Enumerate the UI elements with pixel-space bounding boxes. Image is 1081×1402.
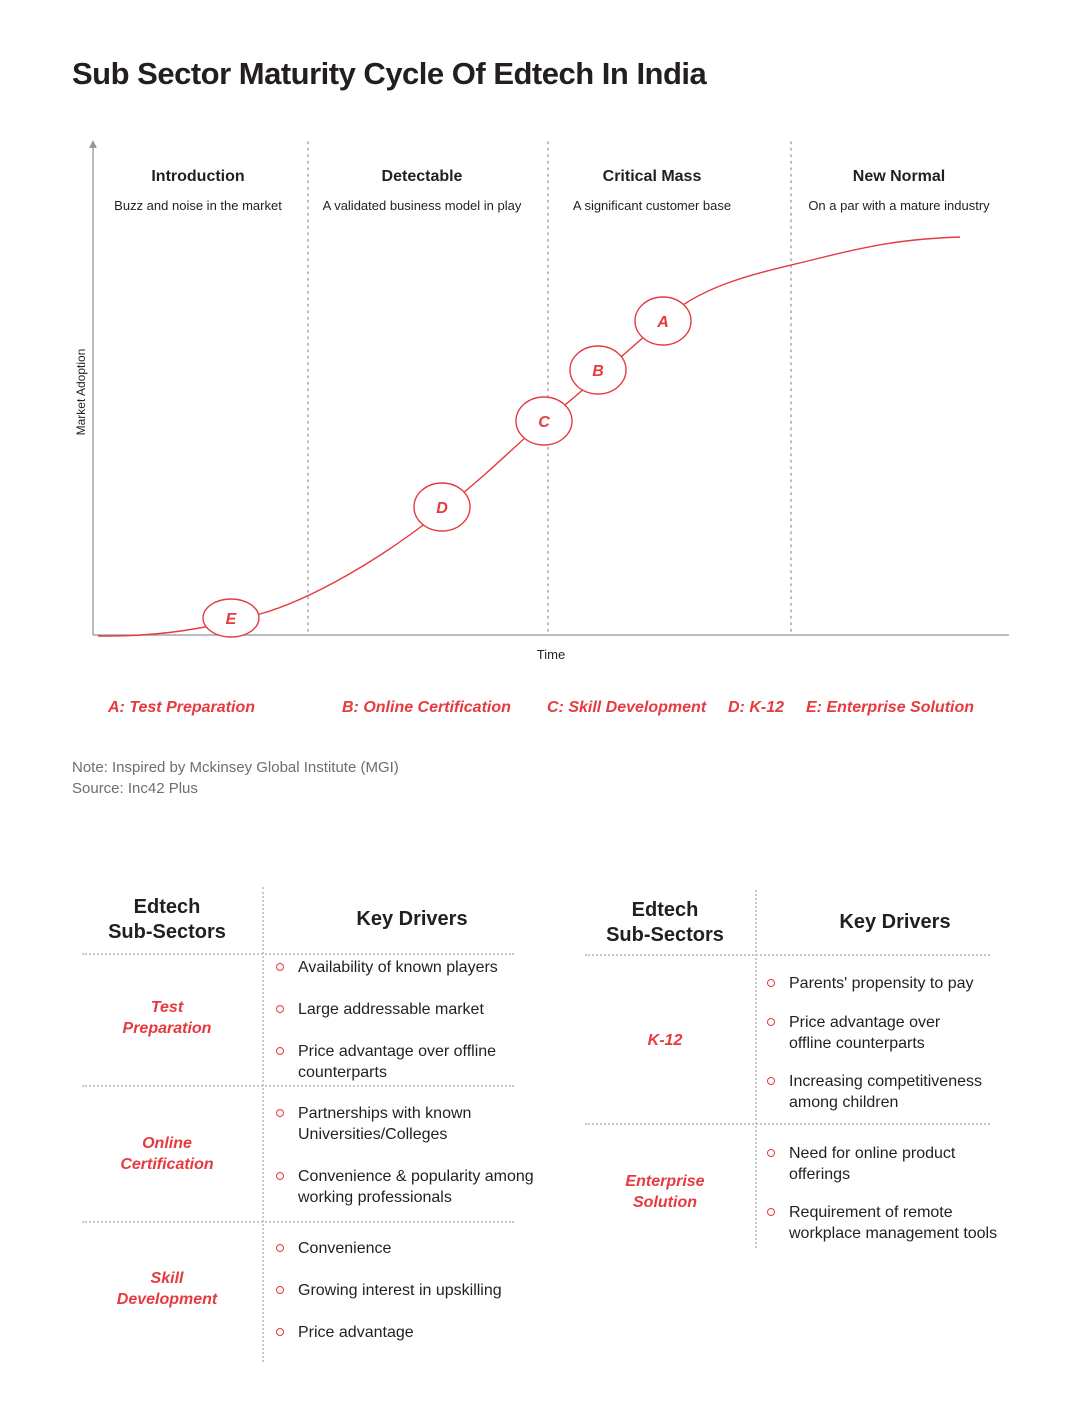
bullet-icon: [767, 1018, 775, 1026]
header-sector-text: Edtech Sub-Sectors: [606, 899, 724, 946]
phase-title: Detectable: [381, 168, 463, 185]
table-divider: [262, 887, 264, 1362]
bullet-icon: [767, 1077, 775, 1085]
page-title: Sub Sector Maturity Cycle Of Edtech In India: [72, 56, 707, 91]
table-header-sector: [72, 895, 262, 945]
bullet-icon: [276, 963, 284, 971]
phase-labels: [114, 142, 990, 635]
marker-a: [635, 297, 691, 345]
bullet-icon: [767, 1208, 775, 1216]
marker-label: C: [538, 414, 550, 431]
bullet-icon: [276, 1244, 284, 1252]
driver-item: Convenience & popularity among working professionals: [276, 1166, 538, 1208]
chart-note: [72, 757, 399, 799]
phase-title: Introduction: [151, 168, 245, 185]
row-divider: [82, 953, 514, 955]
driver-item: Need for online product offerings: [767, 1143, 979, 1185]
marker-b: [570, 346, 626, 394]
bullet-icon: [276, 1172, 284, 1180]
maturity-chart: [0, 130, 1081, 690]
row-divider: [82, 1221, 514, 1223]
sector-enterprise-solution: Enterprise Solution: [625, 1173, 705, 1211]
driver-item: Price advantage: [276, 1322, 538, 1343]
marker-d: [414, 483, 470, 531]
driver-item: Large addressable market: [276, 999, 538, 1020]
legend-item-d: D: K-12: [728, 699, 785, 716]
marker-label: A: [657, 314, 669, 331]
marker-e: [203, 599, 259, 637]
curve-markers: [203, 297, 691, 637]
driver-item: Growing interest in upskilling: [276, 1280, 538, 1301]
bullet-icon: [767, 1149, 775, 1157]
bullet-icon: [276, 1047, 284, 1055]
legend-item-a: A: Test Preparation: [108, 699, 255, 716]
phase-description: A significant customer base: [572, 198, 732, 213]
table-header-drivers: Key Drivers: [356, 908, 468, 930]
table-header-sector: [575, 898, 755, 948]
driver-item: Increasing competitiveness among children: [767, 1071, 1004, 1113]
row-divider: [585, 1123, 990, 1125]
y-axis-label: Market Adoption: [74, 348, 88, 436]
driver-item: Parents' propensity to pay: [767, 973, 1014, 994]
phase-description: A validated business model in play: [322, 198, 522, 213]
sector-skill-development: Skill Development: [116, 1270, 218, 1308]
phase-description: Buzz and noise in the market: [114, 198, 282, 213]
driver-item: Requirement of remote workplace management tools: [767, 1202, 1017, 1244]
legend-item-e: E: Enterprise Solution: [806, 699, 975, 716]
phase-description: On a par with a mature industry: [808, 198, 990, 213]
marker-c: [516, 397, 572, 445]
bullet-icon: [767, 979, 775, 987]
driver-item: Partnerships with known Universities/Colleges: [276, 1103, 508, 1145]
row-divider: [585, 954, 990, 956]
bullet-icon: [276, 1328, 284, 1336]
bullet-icon: [276, 1109, 284, 1117]
marker-label: E: [225, 611, 237, 628]
table-header-drivers: Key Drivers: [839, 911, 951, 933]
header-sector-text: Edtech Sub-Sectors: [108, 896, 226, 943]
table-divider: [755, 890, 757, 1248]
driver-item: Price advantage over offline counterparts: [276, 1041, 498, 1083]
marker-label: D: [436, 500, 448, 517]
note-text: Note: Inspired by Mckinsey Global Institute (MGI): [72, 759, 399, 776]
sector-test-preparation: Test Preparation: [122, 999, 212, 1037]
source-text: Source: Inc42 Plus: [72, 780, 198, 797]
driver-item: Convenience: [276, 1238, 538, 1259]
sector-k12: K-12: [647, 1032, 683, 1049]
driver-item: Availability of known players: [276, 957, 538, 978]
legend-item-c: C: Skill Development: [547, 699, 707, 716]
driver-item: Price advantage over offline counterparts: [767, 1012, 974, 1054]
bullet-icon: [276, 1005, 284, 1013]
sector-online-certification: Online Certification: [120, 1135, 214, 1173]
phase-title: New Normal: [852, 168, 946, 185]
row-divider: [82, 1085, 514, 1087]
x-axis-label: Time: [536, 647, 566, 662]
phase-title: Critical Mass: [602, 168, 702, 185]
legend-item-b: B: Online Certification: [342, 699, 511, 716]
marker-label: B: [592, 363, 604, 380]
bullet-icon: [276, 1286, 284, 1294]
